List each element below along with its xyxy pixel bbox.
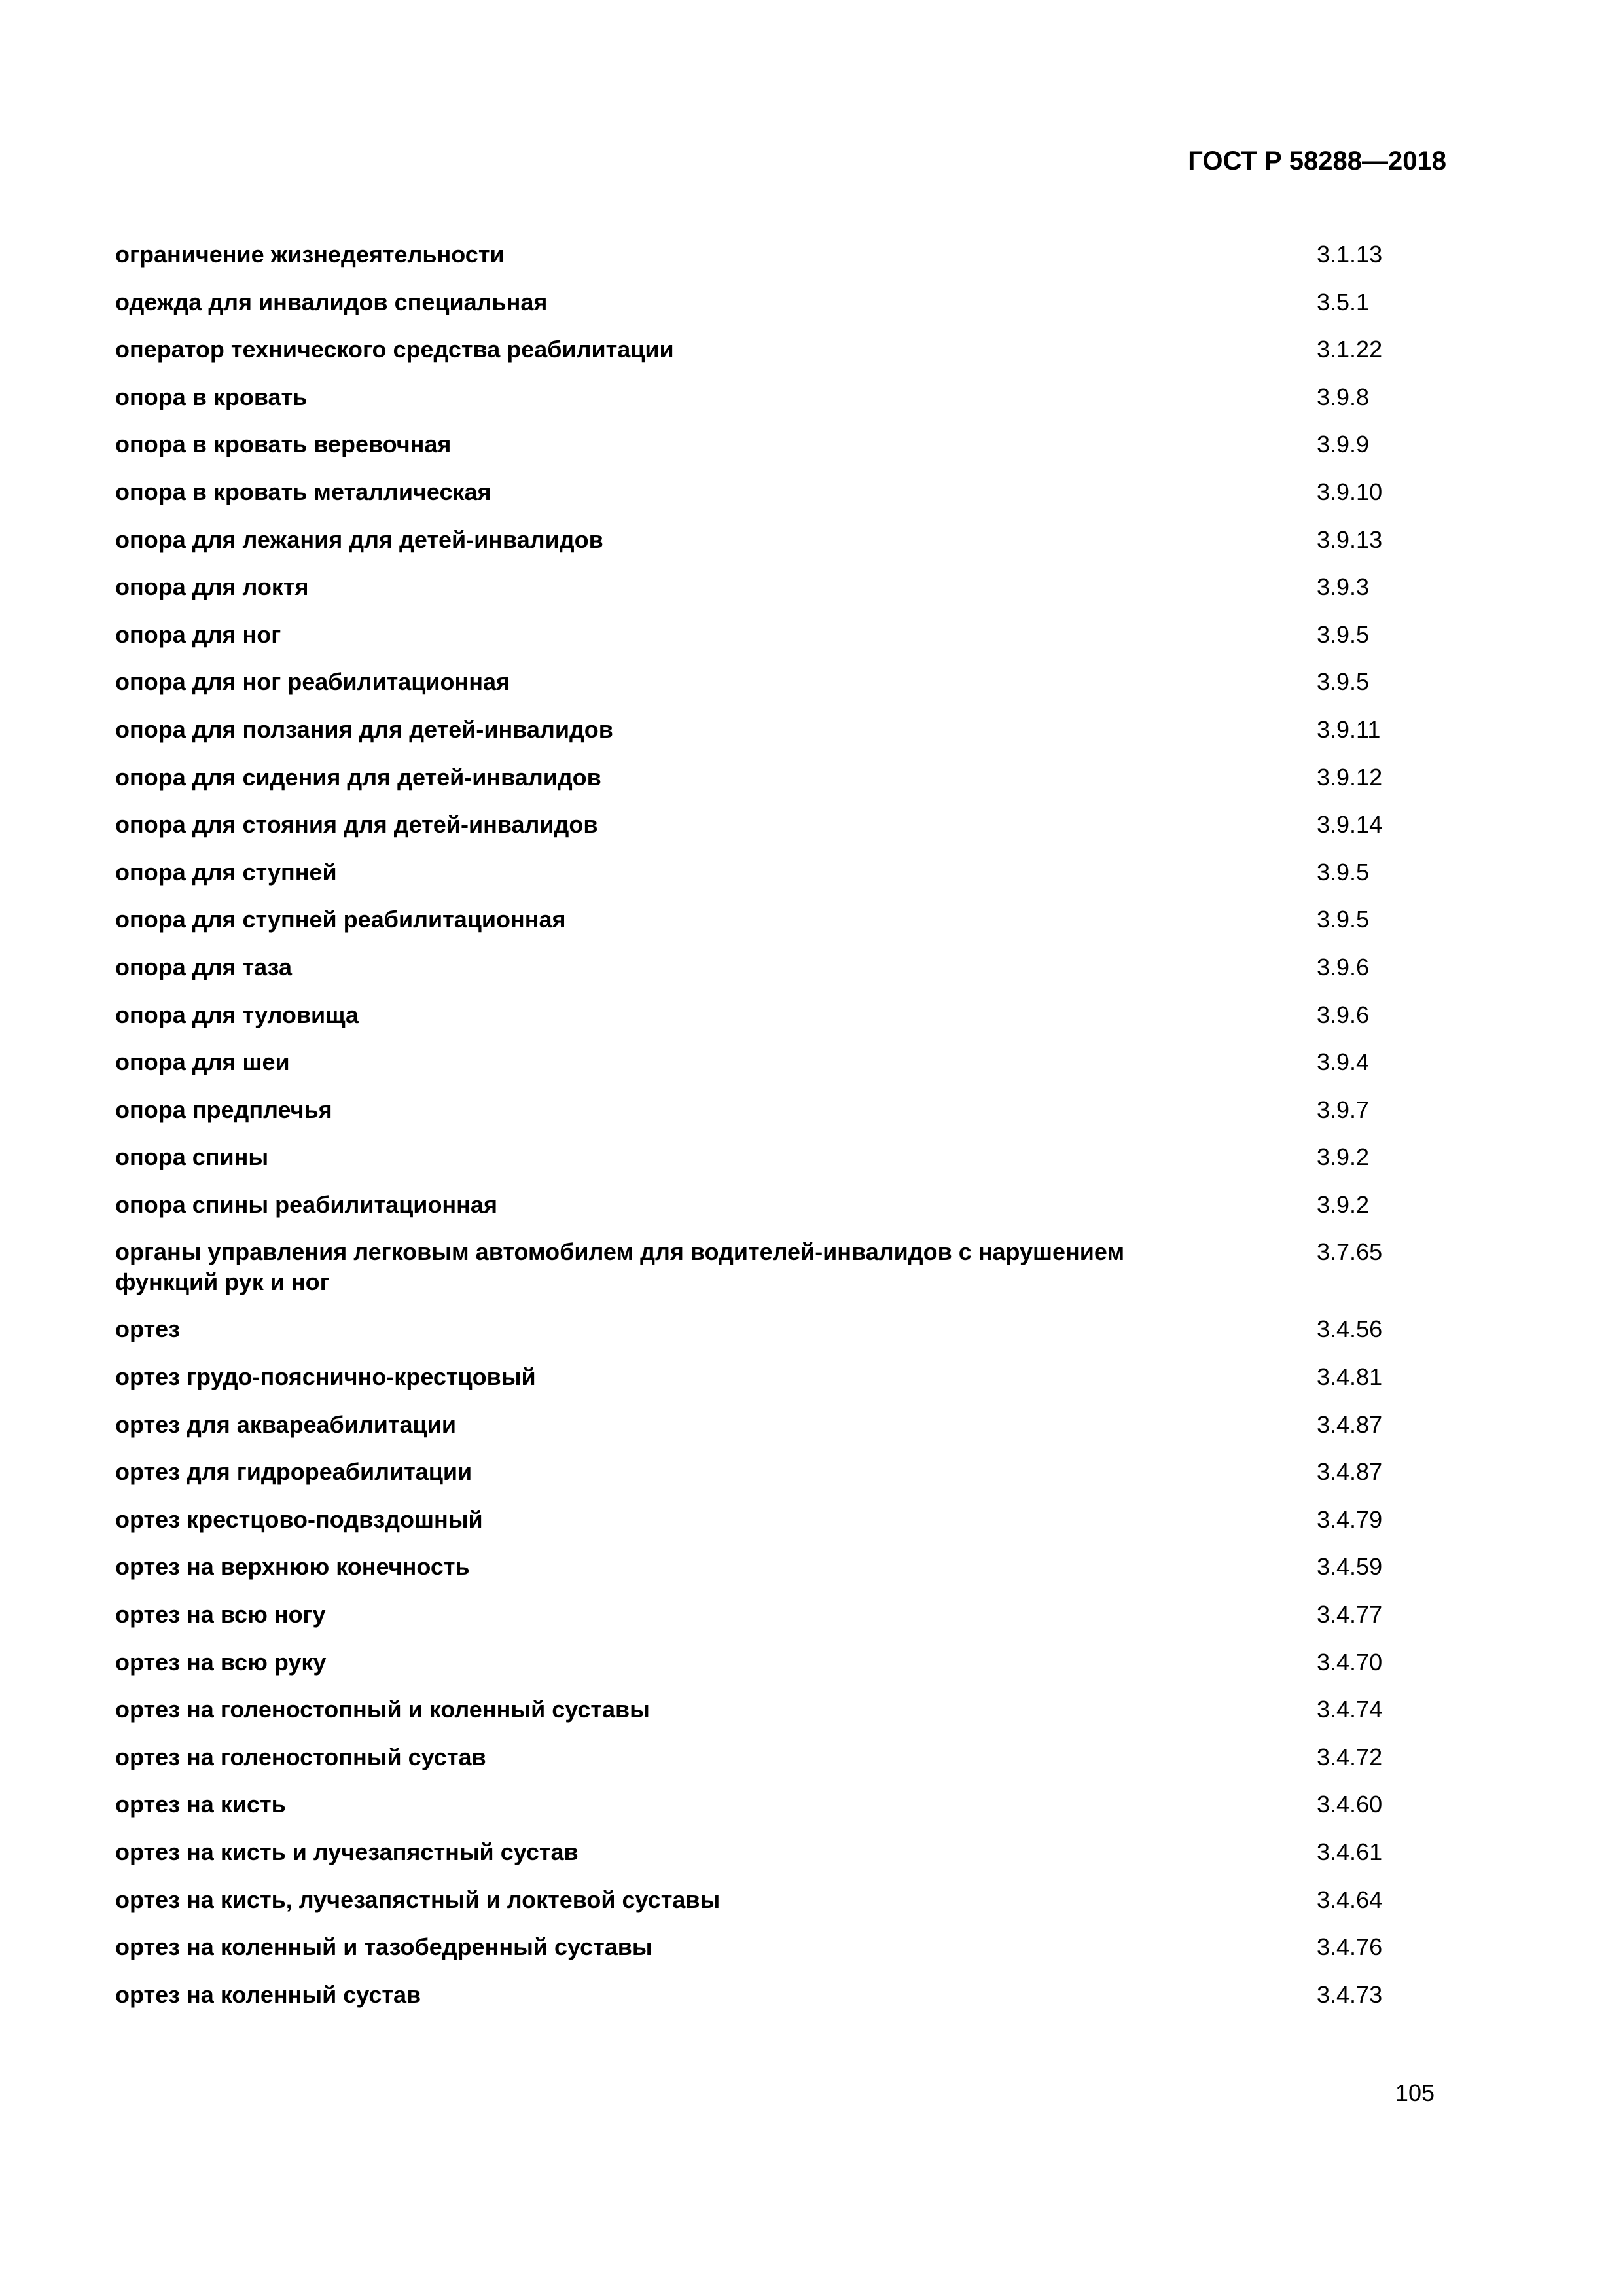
index-reference: 3.4.60 [1317, 1791, 1383, 1818]
index-term: опора для ползания для детей-инвалидов [115, 715, 613, 743]
index-term: ортез крестцово-подвздошный [115, 1505, 483, 1533]
index-term: ортез на верхнюю конечность [115, 1553, 470, 1581]
index-entry [115, 1457, 1450, 1505]
index-entry [115, 287, 1450, 335]
index-entry [115, 620, 1450, 668]
index-term: ортез на всю руку [115, 1648, 327, 1676]
index-entry [115, 857, 1450, 905]
index-entry [115, 477, 1450, 525]
index-term: опора спины реабилитационная [115, 1191, 497, 1218]
index-term: опора для шеи [115, 1049, 290, 1076]
index-entry [115, 1314, 1450, 1362]
index-term: ортез грудо-пояснично-крестцовый [115, 1363, 536, 1391]
index-entry [115, 905, 1450, 952]
index-reference: 3.4.72 [1317, 1743, 1383, 1770]
index-entry [115, 1410, 1450, 1458]
index-term: опора спины [115, 1143, 269, 1171]
index-reference: 3.5.1 [1317, 288, 1370, 315]
index-entry [115, 1190, 1450, 1238]
index-entry [115, 667, 1450, 715]
index-entry [115, 1505, 1450, 1552]
index-term: опора в кровать металлическая [115, 478, 491, 505]
index-reference: 3.1.22 [1317, 336, 1383, 363]
index-entry [115, 525, 1450, 573]
index-entry [115, 334, 1450, 382]
index-entry [115, 715, 1450, 762]
index-reference: 3.9.5 [1317, 858, 1370, 886]
index-term: ортез на кисть, лучезапястный и локтевой суставы [115, 1886, 721, 1913]
index-term: ортез на голеностопный сустав [115, 1743, 486, 1770]
index-term: опора для таза [115, 953, 292, 980]
index-entry [115, 810, 1450, 857]
index-reference: 3.4.74 [1317, 1696, 1383, 1723]
index-entry [115, 382, 1450, 430]
index-reference: 3.4.59 [1317, 1553, 1383, 1581]
index-entry [115, 762, 1450, 810]
index-entry [115, 1600, 1450, 1647]
index-term: опора для ступней [115, 858, 337, 886]
index-reference: 3.9.5 [1317, 668, 1370, 696]
index-term: ортез на кисть и лучезапястный сустав [115, 1839, 579, 1865]
index-term: опора для локтя [115, 573, 309, 601]
page-number: 105 [1395, 2079, 1435, 2106]
index-entry [115, 429, 1450, 477]
index-reference: 3.9.10 [1317, 478, 1383, 505]
index-entry [115, 1695, 1450, 1742]
index-entry [115, 1742, 1450, 1790]
index-entry [115, 1552, 1450, 1600]
index-reference: 3.4.79 [1317, 1505, 1383, 1533]
index-term: опора в кровать веревочная [115, 431, 452, 458]
index-term: ортез на голеностопный и коленный суставы [115, 1696, 650, 1723]
index-entry [115, 1047, 1450, 1095]
index-reference: 3.9.14 [1317, 811, 1383, 838]
index-entry [115, 1000, 1450, 1048]
index-term: опора для туловища [115, 1001, 359, 1028]
index-reference: 3.4.64 [1317, 1886, 1383, 1913]
index-entry [115, 1647, 1450, 1695]
index-term: опора для ног [115, 620, 281, 648]
index-term: опора в кровать [115, 383, 308, 410]
index-entry [115, 1237, 1450, 1314]
index-reference: 3.4.70 [1317, 1648, 1383, 1676]
index-entry [115, 1095, 1450, 1143]
index-reference: 3.9.2 [1317, 1191, 1370, 1218]
index-entry [115, 952, 1450, 1000]
index-entry [115, 572, 1450, 620]
index-reference: 3.1.13 [1317, 241, 1383, 268]
index-entry [115, 1837, 1450, 1885]
index-reference: 3.9.4 [1317, 1049, 1370, 1076]
index-entry [115, 1142, 1450, 1190]
index-entry [115, 1932, 1450, 1980]
index-reference: 3.4.56 [1317, 1316, 1383, 1343]
index-term: ортез на всю ногу [115, 1601, 326, 1628]
index-term: ограничение жизнедеятельности [115, 241, 505, 268]
index-reference: 3.9.6 [1317, 953, 1370, 980]
index-reference: 3.9.12 [1317, 763, 1383, 791]
index-term: опора для ног реабилитационная [115, 668, 510, 696]
standard-code: ГОСТ Р 58288—2018 [1188, 147, 1446, 175]
index-term: опора для сидения для детей-инвалидов [115, 763, 601, 791]
index-reference: 3.4.76 [1317, 1933, 1383, 1961]
index-entry [115, 1362, 1450, 1410]
index-reference: 3.4.77 [1317, 1601, 1383, 1628]
index-reference: 3.9.8 [1317, 383, 1370, 410]
index-term: опора для ступней реабилитационная [115, 906, 566, 933]
index-entry [115, 1789, 1450, 1837]
index-reference: 3.9.5 [1317, 620, 1370, 648]
index-entry [115, 1885, 1450, 1933]
index-term: одежда для инвалидов специальная [115, 288, 548, 315]
index-term: ортез на коленный и тазобедренный суставы [115, 1933, 652, 1961]
index-term: опора для стояния для детей-инвалидов [115, 811, 598, 838]
index-reference: 3.9.3 [1317, 573, 1370, 601]
index-entry [115, 240, 1450, 287]
index-term: ортез для гидрореабилитации [115, 1458, 473, 1486]
index-reference: 3.9.11 [1317, 715, 1381, 743]
index-reference: 3.4.61 [1317, 1839, 1383, 1865]
index-reference: 3.7.65 [1317, 1238, 1383, 1266]
index-term: ортез для аквареабилитации [115, 1410, 456, 1438]
index-reference: 3.4.81 [1317, 1363, 1383, 1391]
index-term: ортез на кисть [115, 1791, 286, 1818]
index-term: ортез [115, 1316, 181, 1343]
index-term: опора для лежания для детей-инвалидов [115, 526, 603, 553]
index-reference: 3.9.5 [1317, 906, 1370, 933]
index-term: оператор технического средства реабилитации [115, 336, 674, 363]
index-reference: 3.4.87 [1317, 1410, 1383, 1438]
alphabetical-index [115, 240, 1450, 2027]
index-reference: 3.9.6 [1317, 1001, 1370, 1028]
index-reference: 3.9.7 [1317, 1096, 1370, 1123]
index-entry [115, 1980, 1450, 2028]
index-term: органы управления легковым автомобилем для водителей-инвалидов с нарушением функций рук и ног [115, 1238, 1125, 1296]
index-term: опора предплечья [115, 1096, 332, 1123]
index-reference: 3.9.13 [1317, 526, 1383, 553]
index-term: ортез на коленный сустав [115, 1981, 421, 2008]
index-reference: 3.4.73 [1317, 1981, 1383, 2008]
index-reference: 3.4.87 [1317, 1458, 1383, 1486]
index-reference: 3.9.9 [1317, 431, 1370, 458]
index-reference: 3.9.2 [1317, 1143, 1370, 1171]
